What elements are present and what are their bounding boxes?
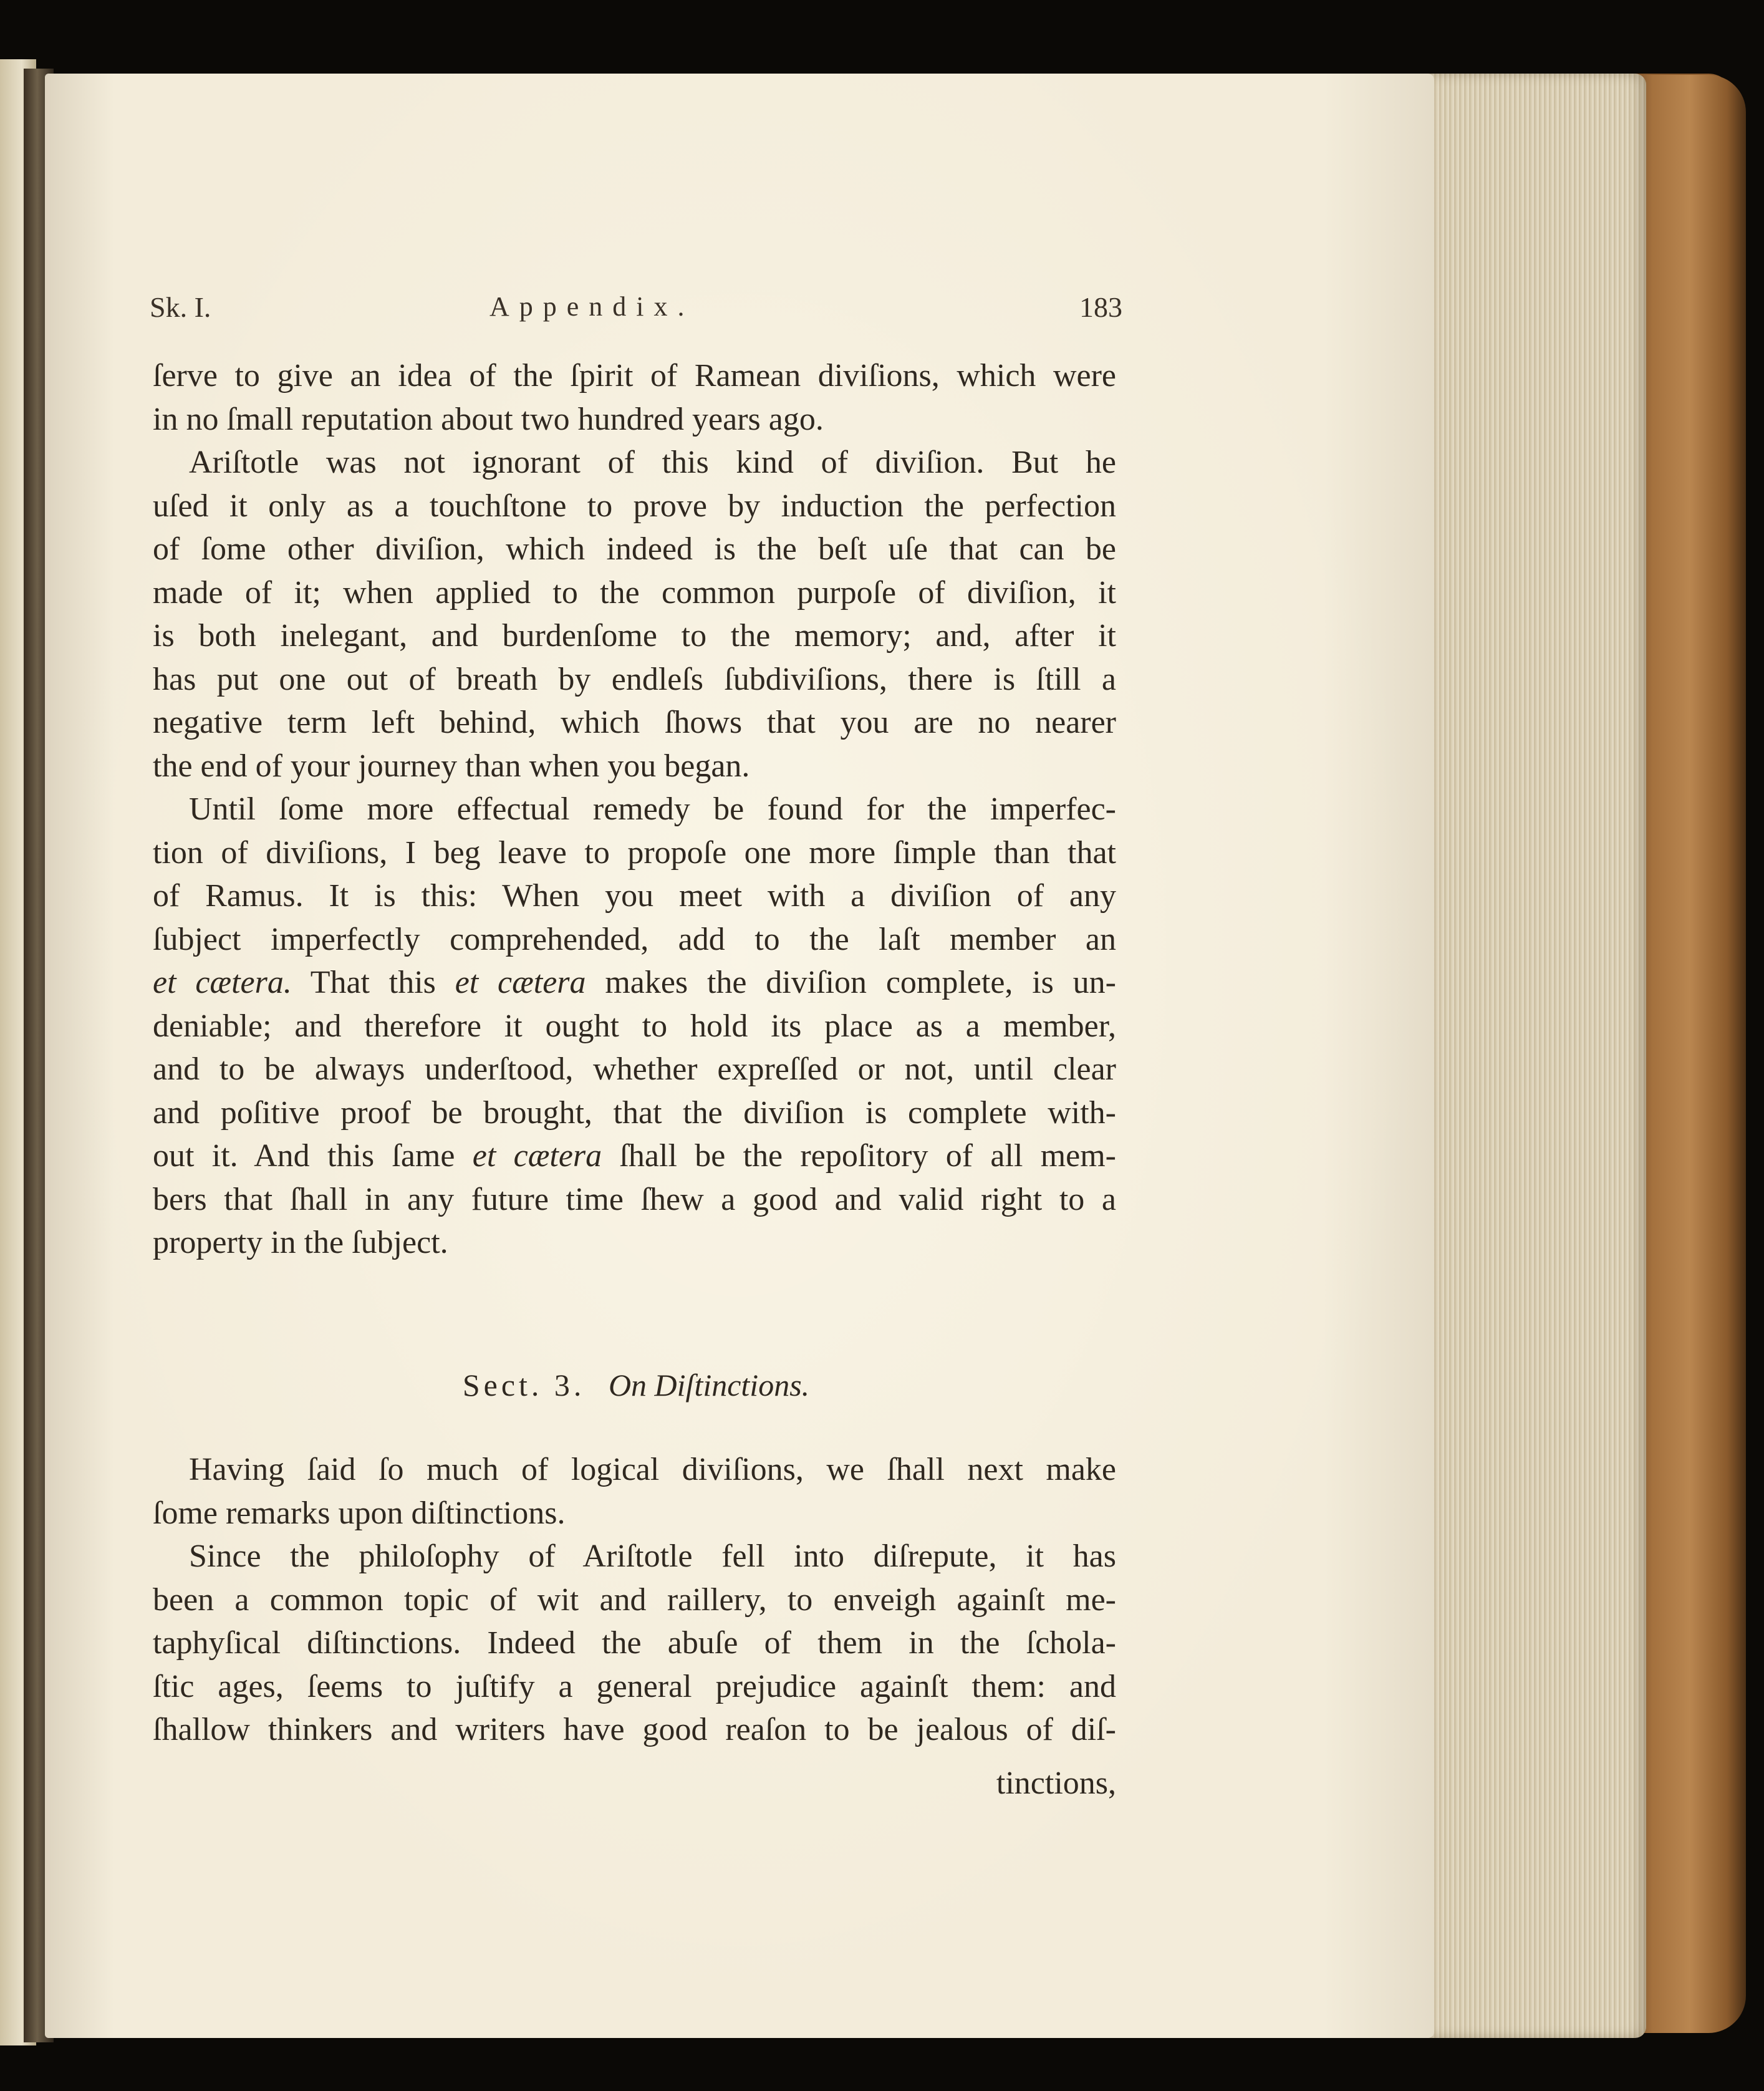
paragraph-3 <box>153 788 1116 1265</box>
running-head <box>150 291 1122 328</box>
text-line: ſerve to give an idea of the ſpirit of Ramean diviſions, which were <box>153 358 1116 394</box>
section-title: On Diſtinctions. <box>608 1368 810 1403</box>
running-head-section: Sk. I. <box>150 291 211 323</box>
text-line: has put one out of breath by endleſs ſubdiviſions, there is ſtill a <box>153 661 1116 697</box>
text-line: Until ſome more effectual remedy be found for the imperfec- <box>189 791 1116 827</box>
text-line: taphyſical diſtinctions. Indeed the abuſe of them in the ſchola- <box>153 1625 1116 1661</box>
section-heading <box>150 1367 1122 1403</box>
text-line: of ſome other diviſion, which indeed is the beſt uſe that can be <box>153 531 1116 567</box>
italic-phrase: et cætera. <box>153 965 292 1000</box>
text-line: the end of your journey than when you began. <box>153 748 750 784</box>
text-line: made of it; when applied to the common purpoſe of diviſion, it <box>153 574 1116 611</box>
text-run: out it. And this ſame <box>153 1138 473 1174</box>
text-line: Ariſtotle was not ignorant of this kind of diviſion. But he <box>189 445 1116 480</box>
paragraph-2 <box>153 441 1116 788</box>
text-run: That this <box>291 965 455 1000</box>
italic-phrase: et cætera <box>455 965 586 1000</box>
text-line: Having ſaid ſo much of logical diviſions, we ſhall next make <box>189 1452 1116 1487</box>
text-line: property in the ſubject. <box>153 1225 448 1260</box>
text-line: in no ſmall reputation about two hundred years ago. <box>153 401 824 437</box>
italic-phrase: et cætera <box>472 1138 602 1174</box>
text-line: ſubject imperfectly comprehended, add to the laſt member an <box>153 921 1116 957</box>
body-text-upper <box>153 354 1116 1265</box>
text-line: deniable; and therefore it ought to hold its place as a member, <box>153 1008 1116 1044</box>
running-head-title: Appendix. <box>489 291 695 322</box>
text-line: Since the philoſophy of Ariſtotle fell into diſrepute, it has <box>189 1538 1116 1574</box>
text-run: ſhall be the repoſitory of all mem- <box>602 1138 1117 1174</box>
text-line: ſome remarks upon diſtinctions. <box>153 1495 566 1531</box>
page-edges <box>1422 74 1646 2038</box>
text-line: is both inelegant, and burdenſome to the memory; and, after it <box>153 618 1116 654</box>
text-line: bers that ſhall in any future time ſhew a good and valid right to a <box>153 1181 1116 1217</box>
catchword: tinctions, <box>996 1765 1116 1801</box>
text-line: tion of diviſions, I beg leave to propoſe one more ſimple than that <box>153 834 1116 871</box>
text-line: and to be always underſtood, whether expreſſed or not, until clear <box>153 1051 1116 1087</box>
text-line: ſhallow thinkers and writers have good reaſon to be jealous of diſ- <box>153 1712 1116 1747</box>
text-line: negative term left behind, which ſhows that you are no nearer <box>153 705 1116 740</box>
paragraph-1 <box>153 354 1116 441</box>
text-line: ſtic ages, ſeems to juſtify a general prejudice againſt them: and <box>153 1668 1116 1704</box>
paragraph-4 <box>153 1448 1116 1535</box>
text-line: been a common topic of wit and raillery, to enveigh againſt me- <box>153 1582 1116 1618</box>
text-line <box>153 961 1116 1005</box>
paragraph-5 <box>153 1535 1116 1752</box>
text-line: and poſitive proof be brought, that the diviſion is complete with- <box>153 1094 1116 1131</box>
page-number: 183 <box>1079 291 1122 323</box>
text-line: uſed it only as a touchſtone to prove by induction the perfection <box>153 488 1116 524</box>
body-text-lower <box>153 1448 1116 1752</box>
section-label: Sect. 3. <box>462 1368 586 1403</box>
text-line <box>153 1134 1116 1178</box>
text-line: of Ramus. It is this: When you meet with a diviſion of any <box>153 878 1116 914</box>
text-run: makes the diviſion complete, is un- <box>586 965 1116 1000</box>
